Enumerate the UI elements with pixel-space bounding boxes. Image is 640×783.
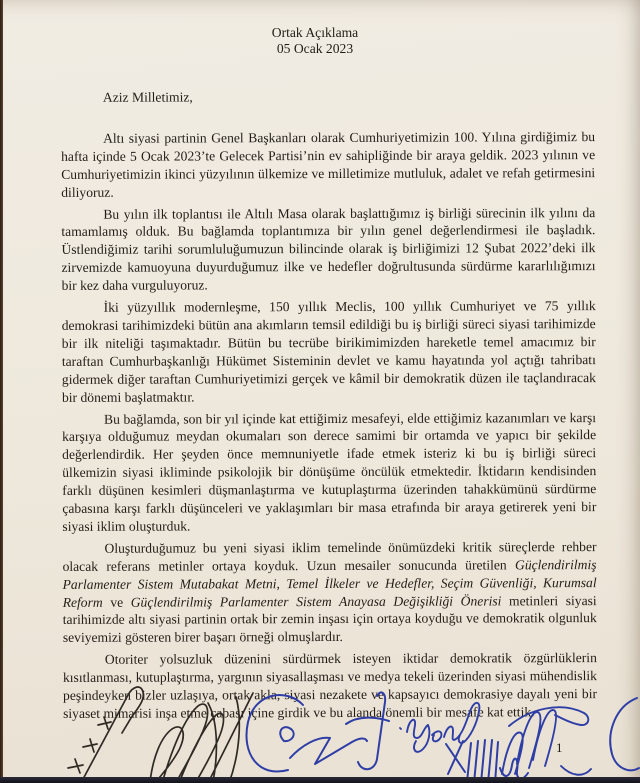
paragraph: Bu yılın ilk toplantısı ile Altılı Masa olarak başlattığımız iş birliği sürecinin ilk yılını da tamamlamış olduk. Bu bağlamda toplantımıza bir yılın genel değerlendirmesi ile başladık. Üstlendiğimiz tarihi sorumluluğumuzun bilincinde olarak iş birliğimizi 12 Şubat 2022’deki ilk zirvemizde kamuoyuna duyurduğumuz ilke ve hedefler doğrultusunda sürdürme kararlılığımızı bir kez daha vurguluyoruz. bbox=[61, 204, 596, 294]
letter-header bbox=[0, 25, 630, 56]
letter-date: 05 Ocak 2023 bbox=[276, 40, 354, 56]
letter-content bbox=[61, 87, 597, 727]
paragraph: Bu bağlamda, son bir yıl içinde kat ettiğimiz mesafeyi, elde ettiğimiz kazanımları ve karşı karşıya olduğumuz meydan okumaları son derece samimi bir ortamda ve yapıcı bir şekilde değerlendirdik. Her şeyden önce memnuniyetle ifade etmek isteriz ki bu iş birliği süreci ülkemizin siyasi ikliminde psikolojik bir dönüşüme öncülük etmektedir. İktidarın kendisinden farklı düşünen kesimleri düşmanlaştırma ve kutuplaştırma üzerinden tahakkümünü sürdürme çabasına karşı farklı düşünceleri ve yaklaşımları bir masa etrafında bir araya getirerek yeni bir siyasi iklim oluşturduk. bbox=[62, 409, 597, 534]
salutation: Aziz Milletimiz, bbox=[102, 89, 193, 105]
paragraph: Otoriter yolsuzluk düzenini sürdürmek isteyen iktidar demokratik özgürlüklerin kısıtlanması, kutuplaştırma, yargının siyasallaşması ve medya tekeli üzerinden siyasi mühendislik peşindeyken bizler uzlaşıya, ortak akla, siyasi nezakete ve kapsayıcı demokrasiye dayalı yeni bir siyaset mimarisi inşa etme çabası içine girdik ve bu alanda önemli bir mesafe kat ettik. bbox=[62, 650, 598, 721]
signature-right-hook bbox=[610, 698, 639, 770]
paper-left-edge bbox=[0, 0, 3, 783]
paragraph: Oluşturduğumuz bu yeni siyasi iklim temelinde önümüzdeki kritik süreçlerde rehber olacak referans metinler ortaya koyduk. Uzun mesailer sonucunda üretilen Güçlendirilmiş Parlamenter Sistem Mutabakat Metni, Temel İlkeler ve Hedefler, Seçim Güvenliği, Kurumsal Reform ve Güçlendirilmiş Parlamenter Sistem Anayasa Değişikliği Önerisi metinleri siyasi tarihimizde altı siyasi partinin ortak bir zemin inşası için ortaya koyduğu ve demokratik olgunluk seviyemizi gösteren birer başarı örneği olmuşlardır. bbox=[62, 538, 597, 646]
paragraph: İki yüzyıllık modernleşme, 150 yıllık Meclis, 100 yıllık Cumhuriyet ve 75 yıllık demokrasi tarihimizdeki bütün ana akımların temsil edildiği bu iş birliği süreci siyasi tarihimizde bir ilk niteliği taşımaktadır. Bütün bu tecrübe birikimimizden hareketle temel amacımız bir taraftan Cumhurbaşkanlığı Hükümet Sisteminin devlet ve kamu hayatında yol açtığı tahribatı gidermek diğer taraftan Cumhuriyetimizi gerçek ve kâmil bir demokratik düzen ile taçlandıracak bir dönemi başlatmaktır. bbox=[61, 298, 596, 405]
page-number: 1 bbox=[556, 740, 563, 755]
paper-bottom-edge bbox=[0, 777, 640, 783]
letter-body bbox=[61, 128, 597, 723]
paragraph: Altı siyasi partinin Genel Başkanları olarak Cumhuriyetimizin 100. Yılına girdiğimiz bu hafta içinde 5 Ocak 2023’te Gelecek Partisi’nin ev sahipliğinde bir araya geldik. 2023 yılının ve Cumhuriyetimizin ikinci yüzyılının ülkemize ve milletimize mutluluk, adalet ve refah getirmesini diliyoruz. bbox=[61, 128, 596, 200]
letter-title: Ortak Açıklama bbox=[271, 25, 359, 40]
